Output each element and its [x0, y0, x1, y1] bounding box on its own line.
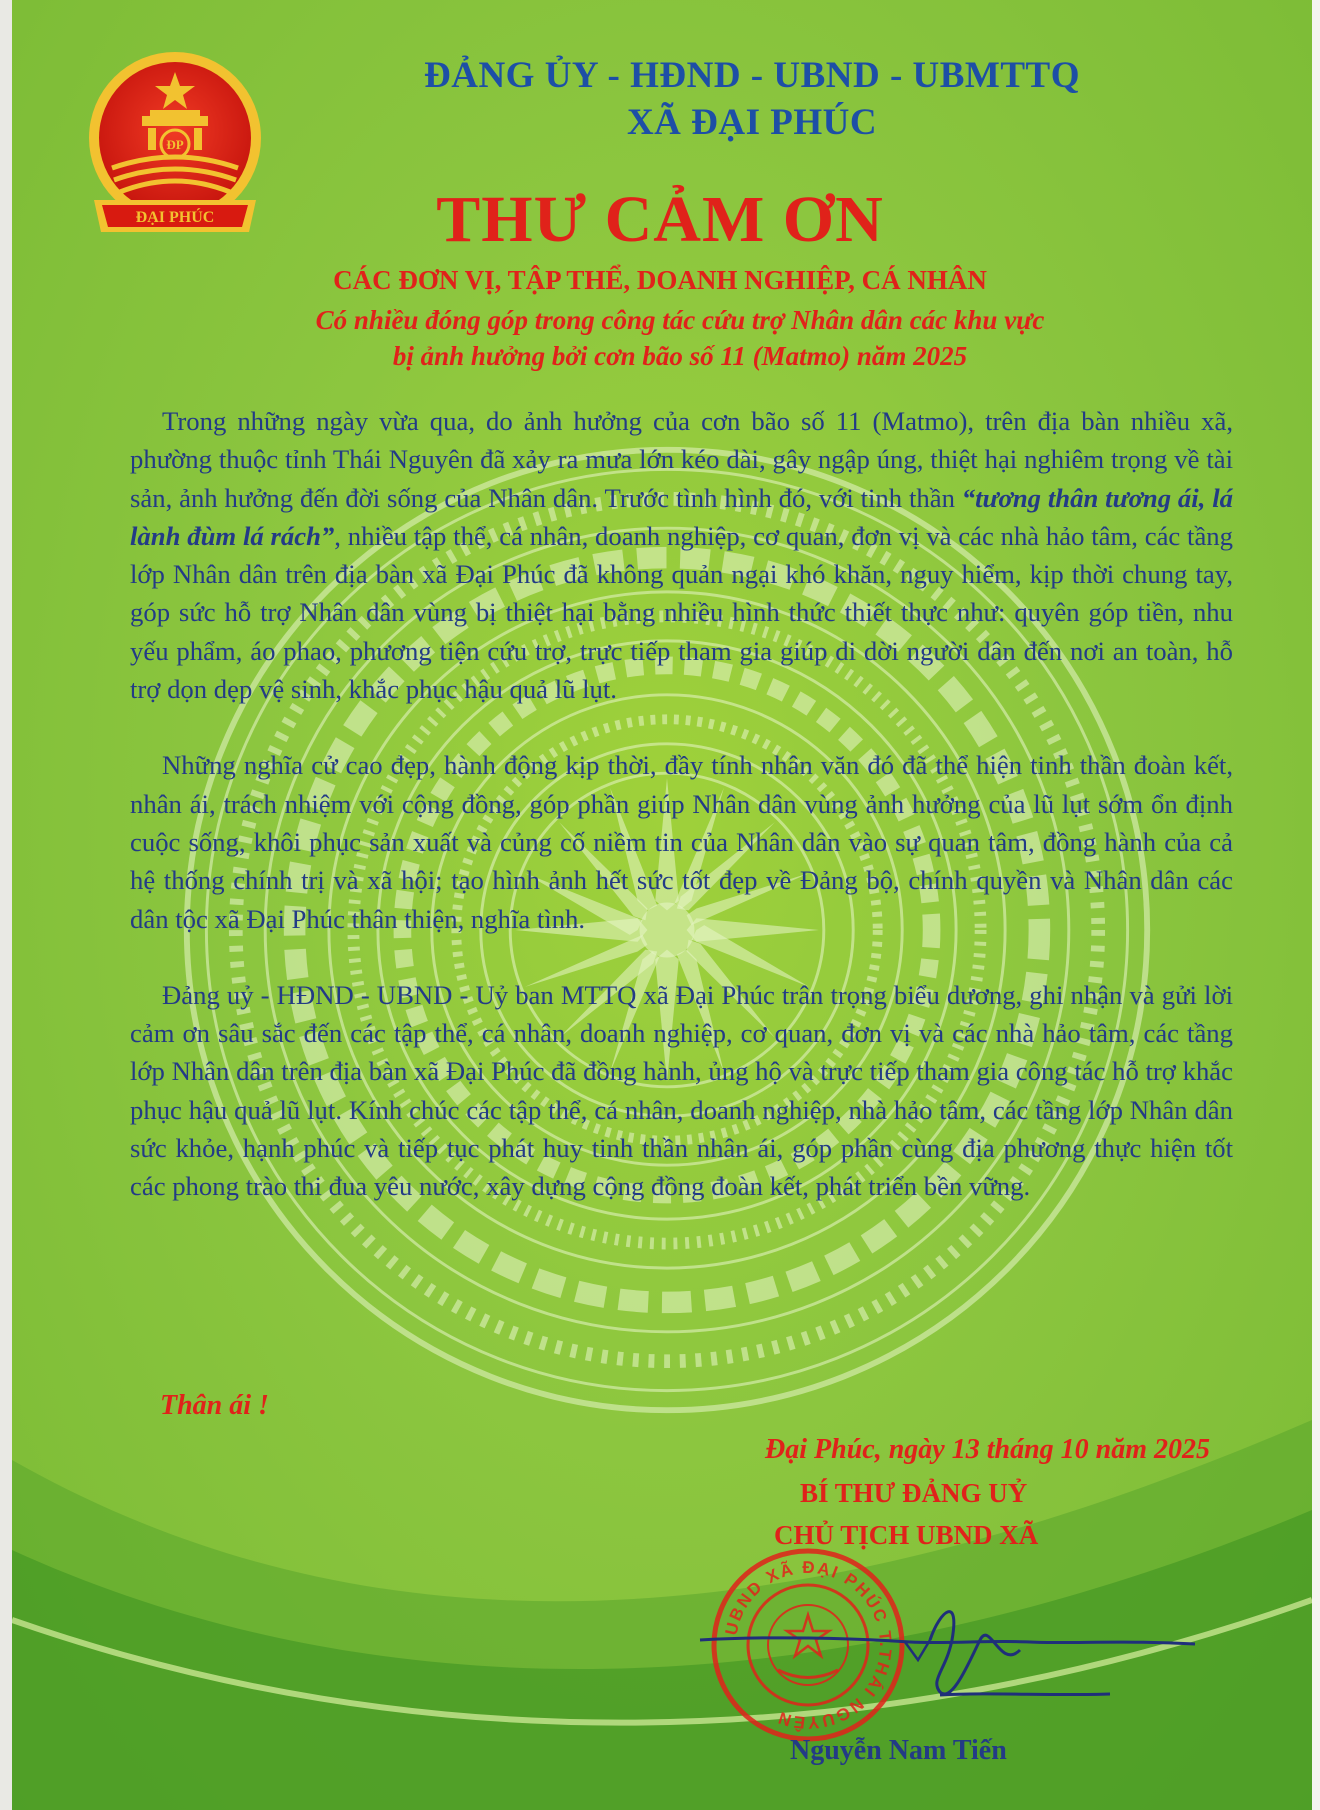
letter-title: THƯ CẢM ƠN — [436, 183, 884, 256]
signer-title-2: CHỦ TỊCH UBND XÃ — [774, 1520, 1039, 1550]
paragraph-1-start: Trong những ngày vừa qua, do ảnh hưởng của cơn bão số 11 (Matmo), trên địa bàn nhiều xã, phường thuộc tỉnh Thái Nguyên đã xảy ra mưa lớn kéo dài, gây ngập úng, thiệt hại nghiêm trọng về tài sản, ảnh hưởng đến đời sống của Nhân dân. Trước tình hình đó, với tinh thần — [130, 406, 1233, 513]
paragraph-2: Những nghĩa cử cao đẹp, hành động kịp thời, đầy tính nhân văn đó đã thể hiện tinh thần đoàn kết, nhân ái, trách nhiệm với cộng đồng, góp phần giúp Nhân dân vùng ảnh hưởng của lũ lụt sớm ổn định cuộc sống, khôi phục sản xuất và củng cố niềm tin của Nhân dân vào sự quan tâm, đồng hành của cả hệ thống chính trị và xã hội; tạo hình ảnh hết sức tốt đẹp về Đảng bộ, chính quyền và Nhân dân các dân tộc xã Đại Phúc thân thiện, nghĩa tình. — [130, 750, 1233, 934]
letter-recipients: CÁC ĐƠN VỊ, TẬP THỂ, DOANH NGHIỆP, CÁ NHÂN — [333, 265, 987, 295]
emblem-banner-text: ĐẠI PHÚC — [135, 209, 215, 226]
seal-ring-text: UBND XÃ ĐẠI PHÚC T.THÁI NGUYÊN — [721, 1557, 896, 1733]
emblem-initials: ĐP — [166, 137, 184, 152]
header-line-1: ĐẢNG ỦY - HĐND - UBND - UBMTTQ — [424, 55, 1080, 96]
subtitle-line-1: Có nhiều đóng góp trong công tác cứu trợ Nhân dân các khu vực — [315, 305, 1045, 335]
date-line: Đại Phúc, ngày 13 tháng 10 năm 2025 — [765, 1434, 1210, 1465]
letter-body — [130, 402, 1233, 1244]
signer-title-1: BÍ THƯ ĐẢNG UỶ — [800, 1478, 1028, 1508]
handwritten-signature — [690, 1600, 1210, 1710]
header-line-2: XÃ ĐẠI PHÚC — [626, 102, 878, 143]
subtitle-line-2: bị ảnh hưởng bởi cơn bão số 11 (Matmo) năm 2025 — [392, 341, 968, 371]
paragraph-3: Đảng uỷ - HĐND - UBND - Uỷ ban MTTQ xã Đại Phúc trân trọng biểu dương, ghi nhận và gửi lời cảm ơn sâu sắc đến các tập thể, cá nhân, doanh nghiệp, cơ quan, đơn vị và các nhà hảo tâm, các tầng lớp Nhân dân trên địa bàn xã Đại Phúc đã đồng hành, ủng hộ và trực tiếp tham gia công tác hỗ trợ khắc phục hậu quả lũ lụt. Kính chúc các tập thể, cá nhân, doanh nghiệp, nhà hảo tâm, các tầng lớp Nhân dân sức khỏe, hạnh phúc và tiếp tục phát huy tinh thần nhân ái, góp phần cùng địa phương thực hiện tốt các phong trào thi đua yêu nước, xây dựng cộng đồng đoàn kết, phát triển bền vững. — [130, 979, 1233, 1202]
letter-subtitle — [230, 302, 1130, 374]
closing-salutation: Thân ái ! — [160, 1390, 269, 1421]
paragraph-1-end: , nhiều tập thể, cá nhân, doanh nghiệp, cơ quan, đơn vị và các nhà hảo tâm, các tầng lớp Nhân dân trên địa bàn xã Đại Phúc đã không quản ngại khó khăn, nguy hiểm, kịp thời chung tay, góp sức hỗ trợ Nhân dân vùng bị thiệt hại bằng nhiều hình thức thiết thực như: quyên góp tiền, nhu yếu phẩm, áo phao, phương tiện cứu trợ, trực tiếp tham gia giúp di dời người dân đến nơi an toàn, hỗ trợ dọn dẹp vệ sinh, khắc phục hậu quả lũ lụt. — [130, 520, 1233, 705]
paragraph-1 — [130, 402, 1233, 708]
signer-name: Nguyễn Nam Tiến — [790, 1735, 1007, 1766]
paragraph-1-quote: “tương thân tương ái, lá lành đùm lá rách” — [130, 482, 1233, 551]
issuing-bodies-header — [352, 52, 1152, 146]
